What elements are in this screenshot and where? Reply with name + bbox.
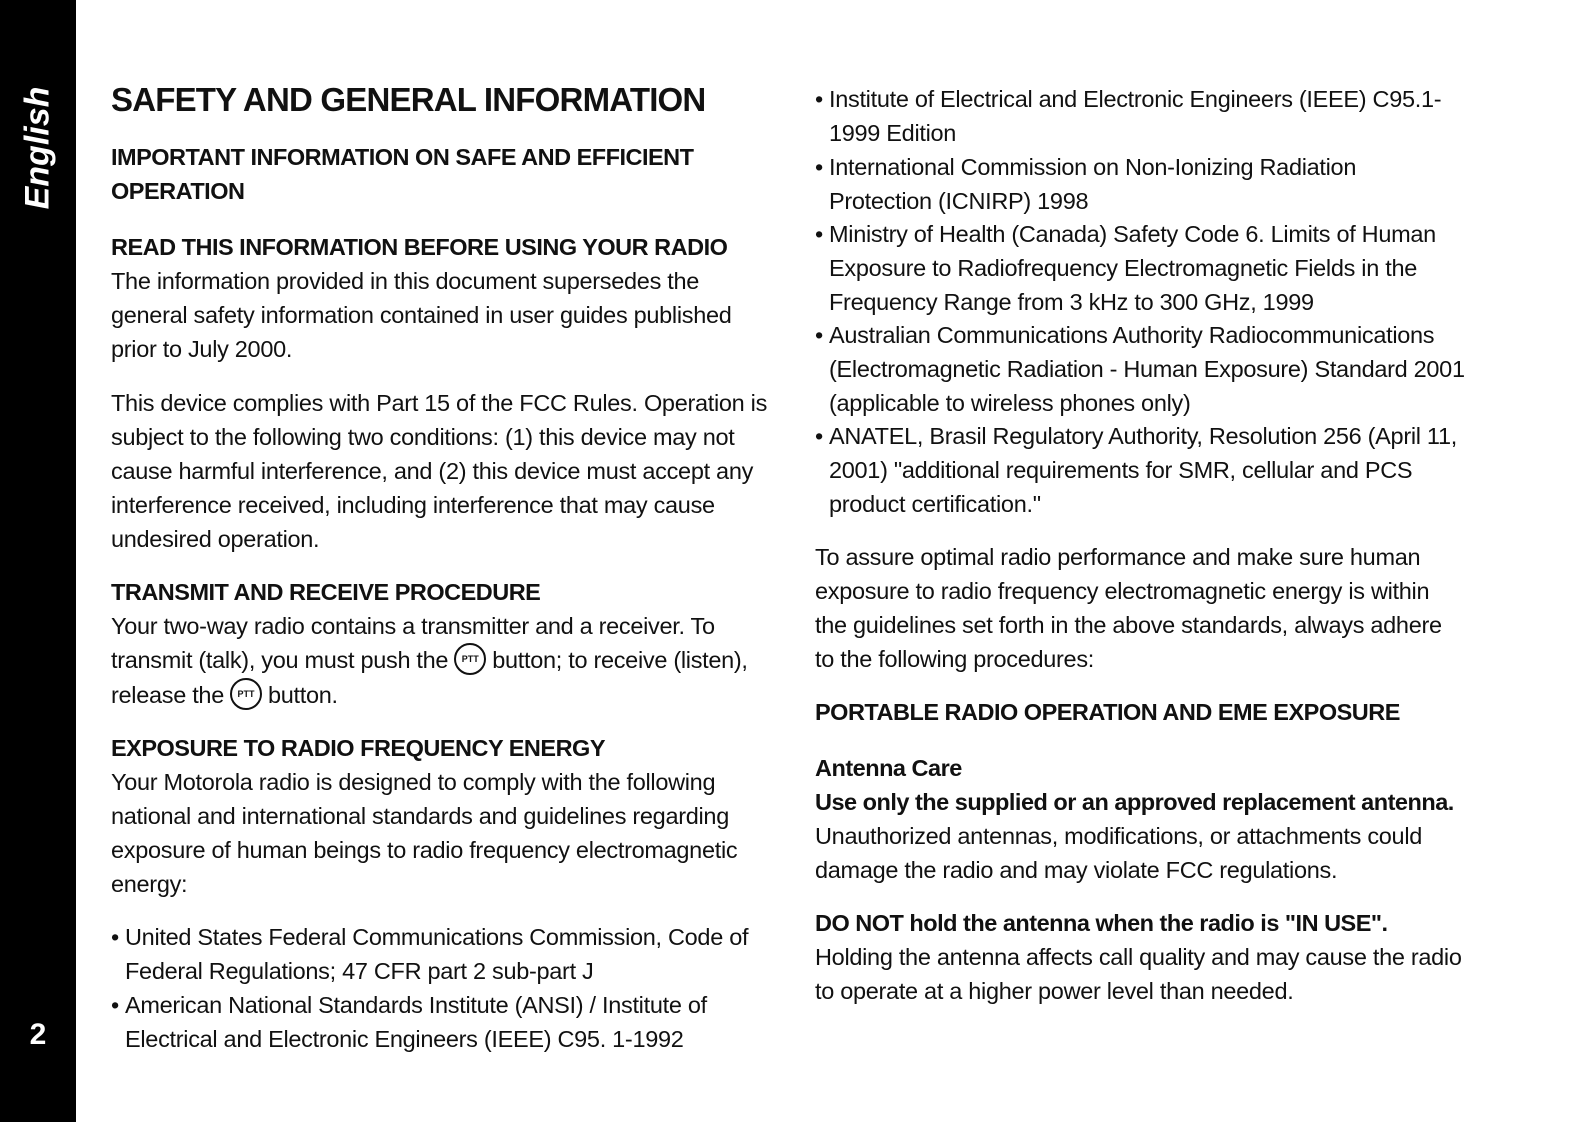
list-item: • International Commission on Non-Ionizing Radiation Protection (ICNIRP) 1998 xyxy=(815,154,1357,214)
donot-text: Holding the antenna affects call quality and may cause the radio to operate at a higher power level than needed. xyxy=(815,944,1462,1004)
paragraph-donot xyxy=(815,906,1465,1008)
ptt-button-icon: PTT xyxy=(454,643,486,675)
paragraph-antenna: Unauthorized antennas, modifications, or attachments could damage the radio and may violate FCC regulations. xyxy=(815,823,1423,883)
transmit-text-c: button. xyxy=(267,681,338,708)
heading-transmit: TRANSMIT AND RECEIVE PROCEDURE xyxy=(111,579,541,605)
paragraph-assure: To assure optimal radio performance and make sure human exposure to radio frequency electromagnetic energy is within the guidelines set forth in the above standards, always adhere to the following procedures: xyxy=(815,544,1442,672)
heading-important: IMPORTANT INFORMATION ON SAFE AND EFFICIENT OPERATION xyxy=(111,144,694,204)
language-label: English xyxy=(18,86,57,210)
list-item: • ANATEL, Brasil Regulatory Authority, Resolution 256 (April 11, 2001) "additional requirements for SMR, cellular and PCS product certification." xyxy=(815,423,1457,517)
page-number: 2 xyxy=(29,1018,47,1051)
heading-portable: PORTABLE RADIO OPERATION AND EME EXPOSURE xyxy=(815,699,1400,725)
paragraph-exposure: Your Motorola radio is designed to comply with the following national and international standards and guidelines regarding exposure of human beings to radio frequency electromagnetic energy: xyxy=(111,769,738,897)
paragraph-read: The information provided in this document supersedes the general safety information contained in user guides published prior to July 2000. xyxy=(111,268,732,362)
list-item: • Institute of Electrical and Electronic Engineers (IEEE) C95.1-1999 Edition xyxy=(815,86,1442,146)
heading-read: READ THIS INFORMATION BEFORE USING YOUR RADIO xyxy=(111,234,728,260)
paragraph-fcc: This device complies with Part 15 of the FCC Rules. Operation is subject to the following two conditions: (1) this device may not cause harmful interference, and (2) this device must accept any interference received, including interference that may cause undesired operation. xyxy=(111,390,768,552)
ptt-button-icon: PTT xyxy=(230,678,262,710)
transmit-text-b: button; to receive (listen), release the xyxy=(111,647,748,708)
paragraph-transmit xyxy=(111,609,771,713)
sidebar xyxy=(0,0,76,1122)
antenna-warning-bold: Use only the supplied or an approved replacement antenna. xyxy=(815,789,1454,815)
list-item: • United States Federal Communications Commission, Code of Federal Regulations; 47 CFR part 2 sub-part J xyxy=(111,924,749,984)
donot-bold: DO NOT hold the antenna when the radio is "IN USE". xyxy=(815,910,1388,936)
page-title: SAFETY AND GENERAL INFORMATION xyxy=(111,81,706,118)
heading-exposure: EXPOSURE TO RADIO FREQUENCY ENERGY xyxy=(111,735,605,761)
list-item: • American National Standards Institute (ANSI) / Institute of Electrical and Electronic Engineers (IEEE) C95. 1-1992 xyxy=(111,992,707,1052)
list-item: • Ministry of Health (Canada) Safety Code 6. Limits of Human Exposure to Radiofrequency Electromagnetic Fields in the Frequency Range from 3 kHz to 300 GHz, 1999 xyxy=(815,221,1436,315)
heading-antenna-care: Antenna Care xyxy=(815,755,962,781)
transmit-text-a: Your two-way radio contains a transmitter and a receiver. To transmit (talk), you must push the xyxy=(111,613,715,673)
list-item: • Australian Communications Authority Radiocommunications (Electromagnetic Radiation - Human Exposure) Standard 2001 (applicable to wireless phones only) xyxy=(815,322,1465,416)
